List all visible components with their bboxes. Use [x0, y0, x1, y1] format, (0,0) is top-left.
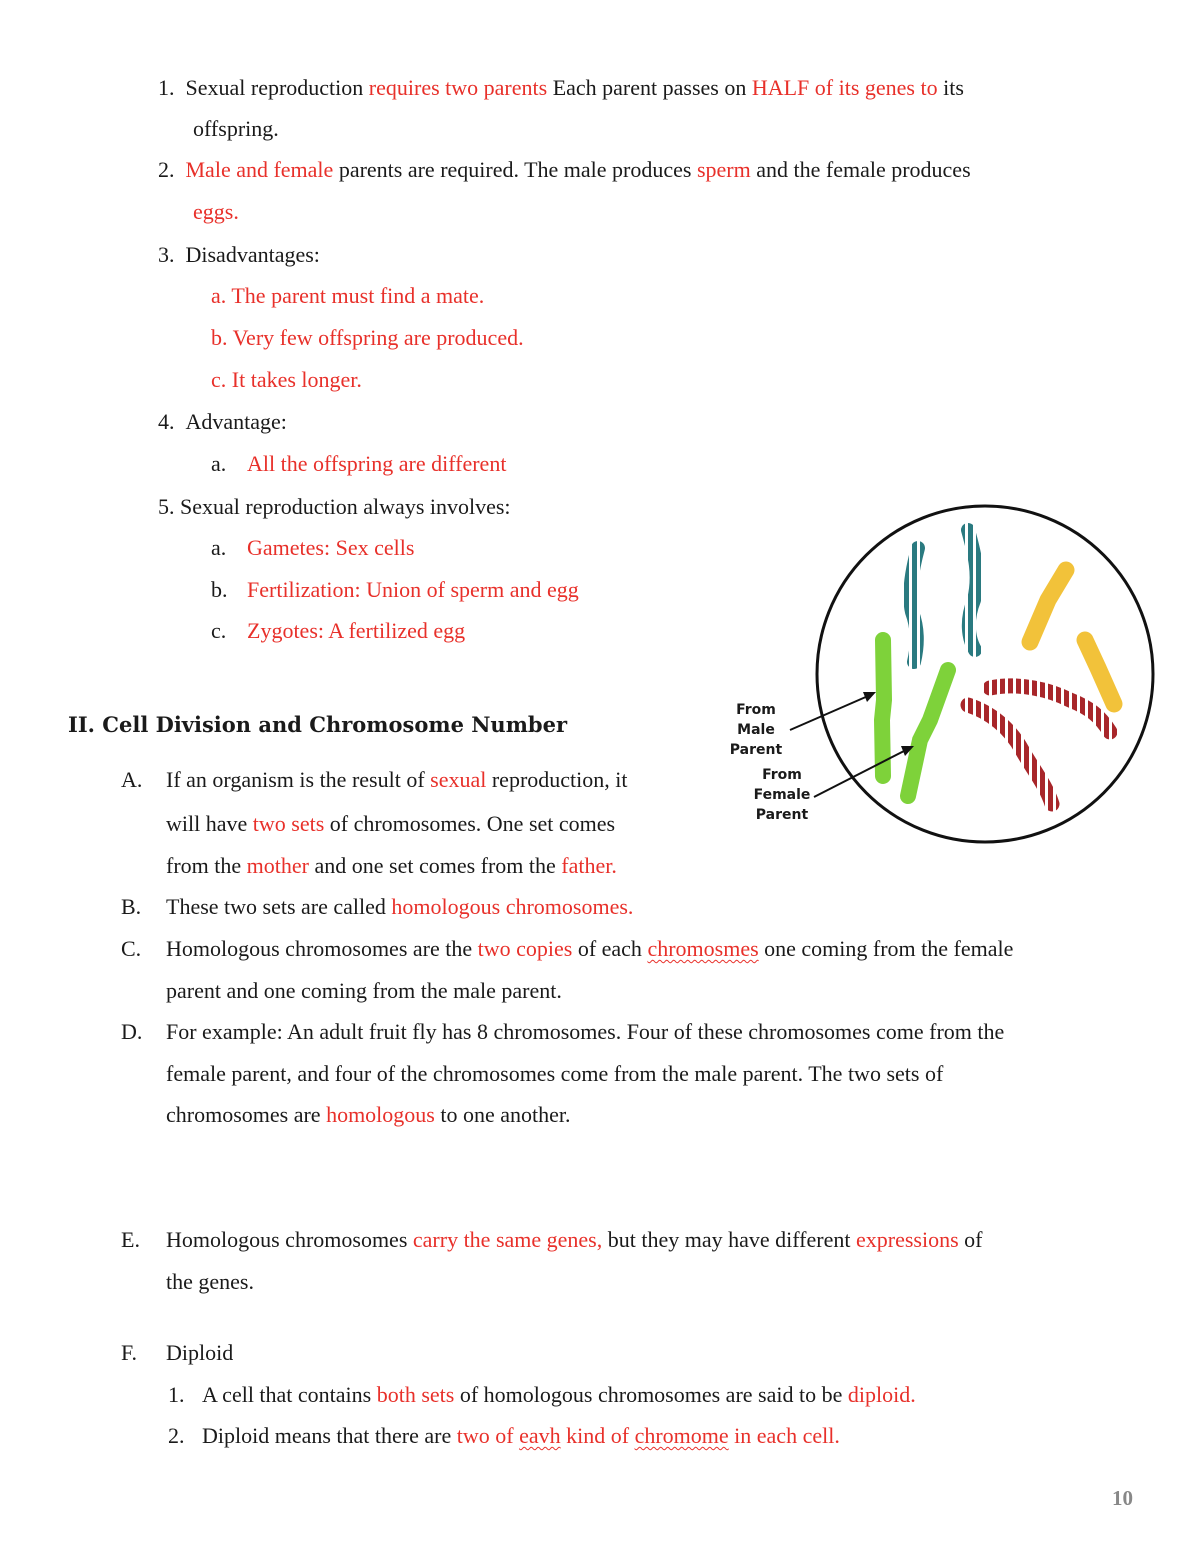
text: Disadvantages:	[185, 242, 320, 267]
text: These two sets are called	[166, 894, 392, 919]
text: its	[937, 75, 964, 100]
sub-item-3c: c. It takes longer.	[211, 367, 362, 392]
yellow-chromosome-2	[1085, 640, 1114, 704]
sub-item-3b: b. Very few offspring are produced.	[211, 325, 524, 350]
sub-item-letter: a.	[211, 451, 227, 476]
sub-item-4a	[211, 450, 506, 478]
text: Sexual reproduction always involves:	[180, 494, 511, 519]
text: A cell that contains	[202, 1382, 377, 1407]
item-number: 2.	[168, 1423, 185, 1448]
text: Sexual reproduction	[185, 75, 369, 100]
item-letter: F.	[121, 1340, 137, 1365]
text: of homologous chromosomes are said to be	[454, 1382, 848, 1407]
text: from the	[166, 853, 247, 878]
item-F-2	[168, 1422, 840, 1450]
item-A-line1	[121, 766, 628, 794]
teal-chromosome-2	[968, 530, 977, 650]
list-item-2	[158, 156, 971, 184]
teal-chromosome-1	[910, 548, 918, 662]
item-D-line2: female parent, and four of the chromosomes come from the male parent. The two sets of	[166, 1061, 944, 1086]
yellow-chromosome-1	[1030, 570, 1066, 642]
item-C-line1	[121, 935, 1013, 963]
highlight-text: two of	[456, 1423, 520, 1448]
label-from-male-parent	[726, 700, 786, 760]
text: Advantage:	[185, 409, 287, 434]
text: If an organism is the result of	[166, 767, 431, 792]
text: of each	[572, 936, 648, 961]
green-chromosome-male	[882, 640, 884, 776]
item-number: 1.	[168, 1382, 185, 1407]
female-arrowhead	[901, 746, 914, 756]
red-chromosome-1	[990, 686, 1110, 732]
item-E-line1	[121, 1226, 982, 1254]
sub-item-3a: a. The parent must find a mate.	[211, 283, 485, 308]
page-number: 10	[1112, 1486, 1133, 1510]
female-arrow	[814, 750, 906, 797]
item-number: 3.	[158, 242, 175, 267]
text: and one set comes from the	[308, 853, 562, 878]
label-line: Parent	[729, 742, 783, 758]
misspelled-text: chromosmes	[647, 936, 759, 961]
sub-item-5a	[211, 534, 414, 562]
highlight-text: carry the same genes,	[412, 1227, 603, 1252]
list-item-3	[158, 241, 320, 269]
highlight-text: both sets	[376, 1382, 455, 1407]
text: Each parent passes on	[547, 75, 752, 100]
highlight-text: father.	[561, 853, 617, 878]
text: Homologous chromosomes are the	[166, 936, 478, 961]
misspelled-text: chromome	[634, 1423, 729, 1448]
item-number: 1.	[158, 75, 175, 100]
highlight-text: sperm	[696, 157, 751, 182]
male-arrowhead	[863, 692, 876, 702]
green-chromosome-female	[908, 670, 948, 796]
item-C-line2: parent and one coming from the male parent.	[166, 978, 562, 1003]
list-item-1-cont: offspring.	[193, 116, 279, 141]
list-item-5	[158, 493, 511, 521]
cell-outline	[817, 506, 1153, 842]
text: chromosomes are	[166, 1102, 327, 1127]
text: of chromosomes. One set comes	[324, 811, 616, 836]
highlight-text: requires two parents	[368, 75, 548, 100]
label-line: Female	[753, 787, 811, 803]
text: to one another.	[434, 1102, 571, 1127]
label-from-female-parent	[750, 765, 814, 825]
highlight-text: Male and female	[185, 157, 334, 182]
red-chromosome-2	[968, 705, 1052, 804]
sub-item-letter: b.	[211, 577, 228, 602]
text: parents are required. The male produces	[333, 157, 697, 182]
section-heading: II. Cell Division and Chromosome Number	[68, 712, 568, 737]
sub-item-5c	[211, 617, 465, 645]
sub-item-5b	[211, 576, 579, 604]
highlight-text: in each cell.	[728, 1423, 840, 1448]
text: Diploid means that there are	[202, 1423, 457, 1448]
highlight-text: Fertilization: Union of sperm and egg	[247, 577, 579, 602]
label-line: From	[736, 702, 776, 718]
item-A-line2	[166, 810, 615, 838]
item-F-1	[168, 1381, 916, 1409]
text: reproduction, it	[486, 767, 628, 792]
sub-item-letter: a.	[211, 535, 227, 560]
highlight-text: homologous chromosomes.	[391, 894, 634, 919]
item-A-line3	[166, 852, 617, 880]
label-line: From	[762, 767, 802, 783]
highlight-text: mother	[246, 853, 309, 878]
highlight-text: two sets	[252, 811, 325, 836]
item-letter: D.	[121, 1019, 143, 1044]
item-F	[121, 1339, 233, 1367]
highlight-text: All the offspring are different	[247, 451, 507, 476]
text: will have	[166, 811, 253, 836]
label-line: Parent	[755, 807, 809, 823]
item-number: 4.	[158, 409, 175, 434]
label-line: Male	[737, 722, 775, 738]
male-arrow	[790, 696, 868, 730]
text: Diploid	[166, 1340, 234, 1365]
text: one coming from the female	[758, 936, 1014, 961]
item-letter: A.	[121, 767, 143, 792]
text: and the female produces	[750, 157, 971, 182]
sub-item-letter: c.	[211, 618, 227, 643]
item-E-line2: the genes.	[166, 1269, 254, 1294]
item-B	[121, 893, 633, 921]
item-D-line1	[121, 1018, 1004, 1046]
text: but they may have different	[602, 1227, 856, 1252]
highlight-text: diploid.	[847, 1382, 916, 1407]
highlight-text: kind of	[560, 1423, 635, 1448]
highlight-text: Zygotes: A fertilized egg	[247, 618, 466, 643]
item-letter: C.	[121, 936, 142, 961]
highlight-text: homologous	[326, 1102, 435, 1127]
text: of	[958, 1227, 983, 1252]
misspelled-text: eavh	[519, 1423, 561, 1448]
highlight-text: expressions	[855, 1227, 959, 1252]
list-item-1	[158, 74, 964, 102]
list-item-2-cont: eggs.	[193, 199, 239, 224]
list-item-4	[158, 408, 287, 436]
item-number: 2.	[158, 157, 175, 182]
item-letter: B.	[121, 894, 142, 919]
highlight-text: Gametes: Sex cells	[247, 535, 415, 560]
text: Homologous chromosomes	[166, 1227, 413, 1252]
highlight-text: sexual	[430, 767, 487, 792]
highlight-text: two copies	[477, 936, 573, 961]
item-number: 5.	[158, 494, 175, 519]
item-letter: E.	[121, 1227, 140, 1252]
text: For example: An adult fruit fly has 8 chromosomes. Four of these chromosomes come from the	[166, 1019, 1005, 1044]
item-D-line3	[166, 1101, 571, 1129]
highlight-text: HALF of its genes to	[751, 75, 938, 100]
